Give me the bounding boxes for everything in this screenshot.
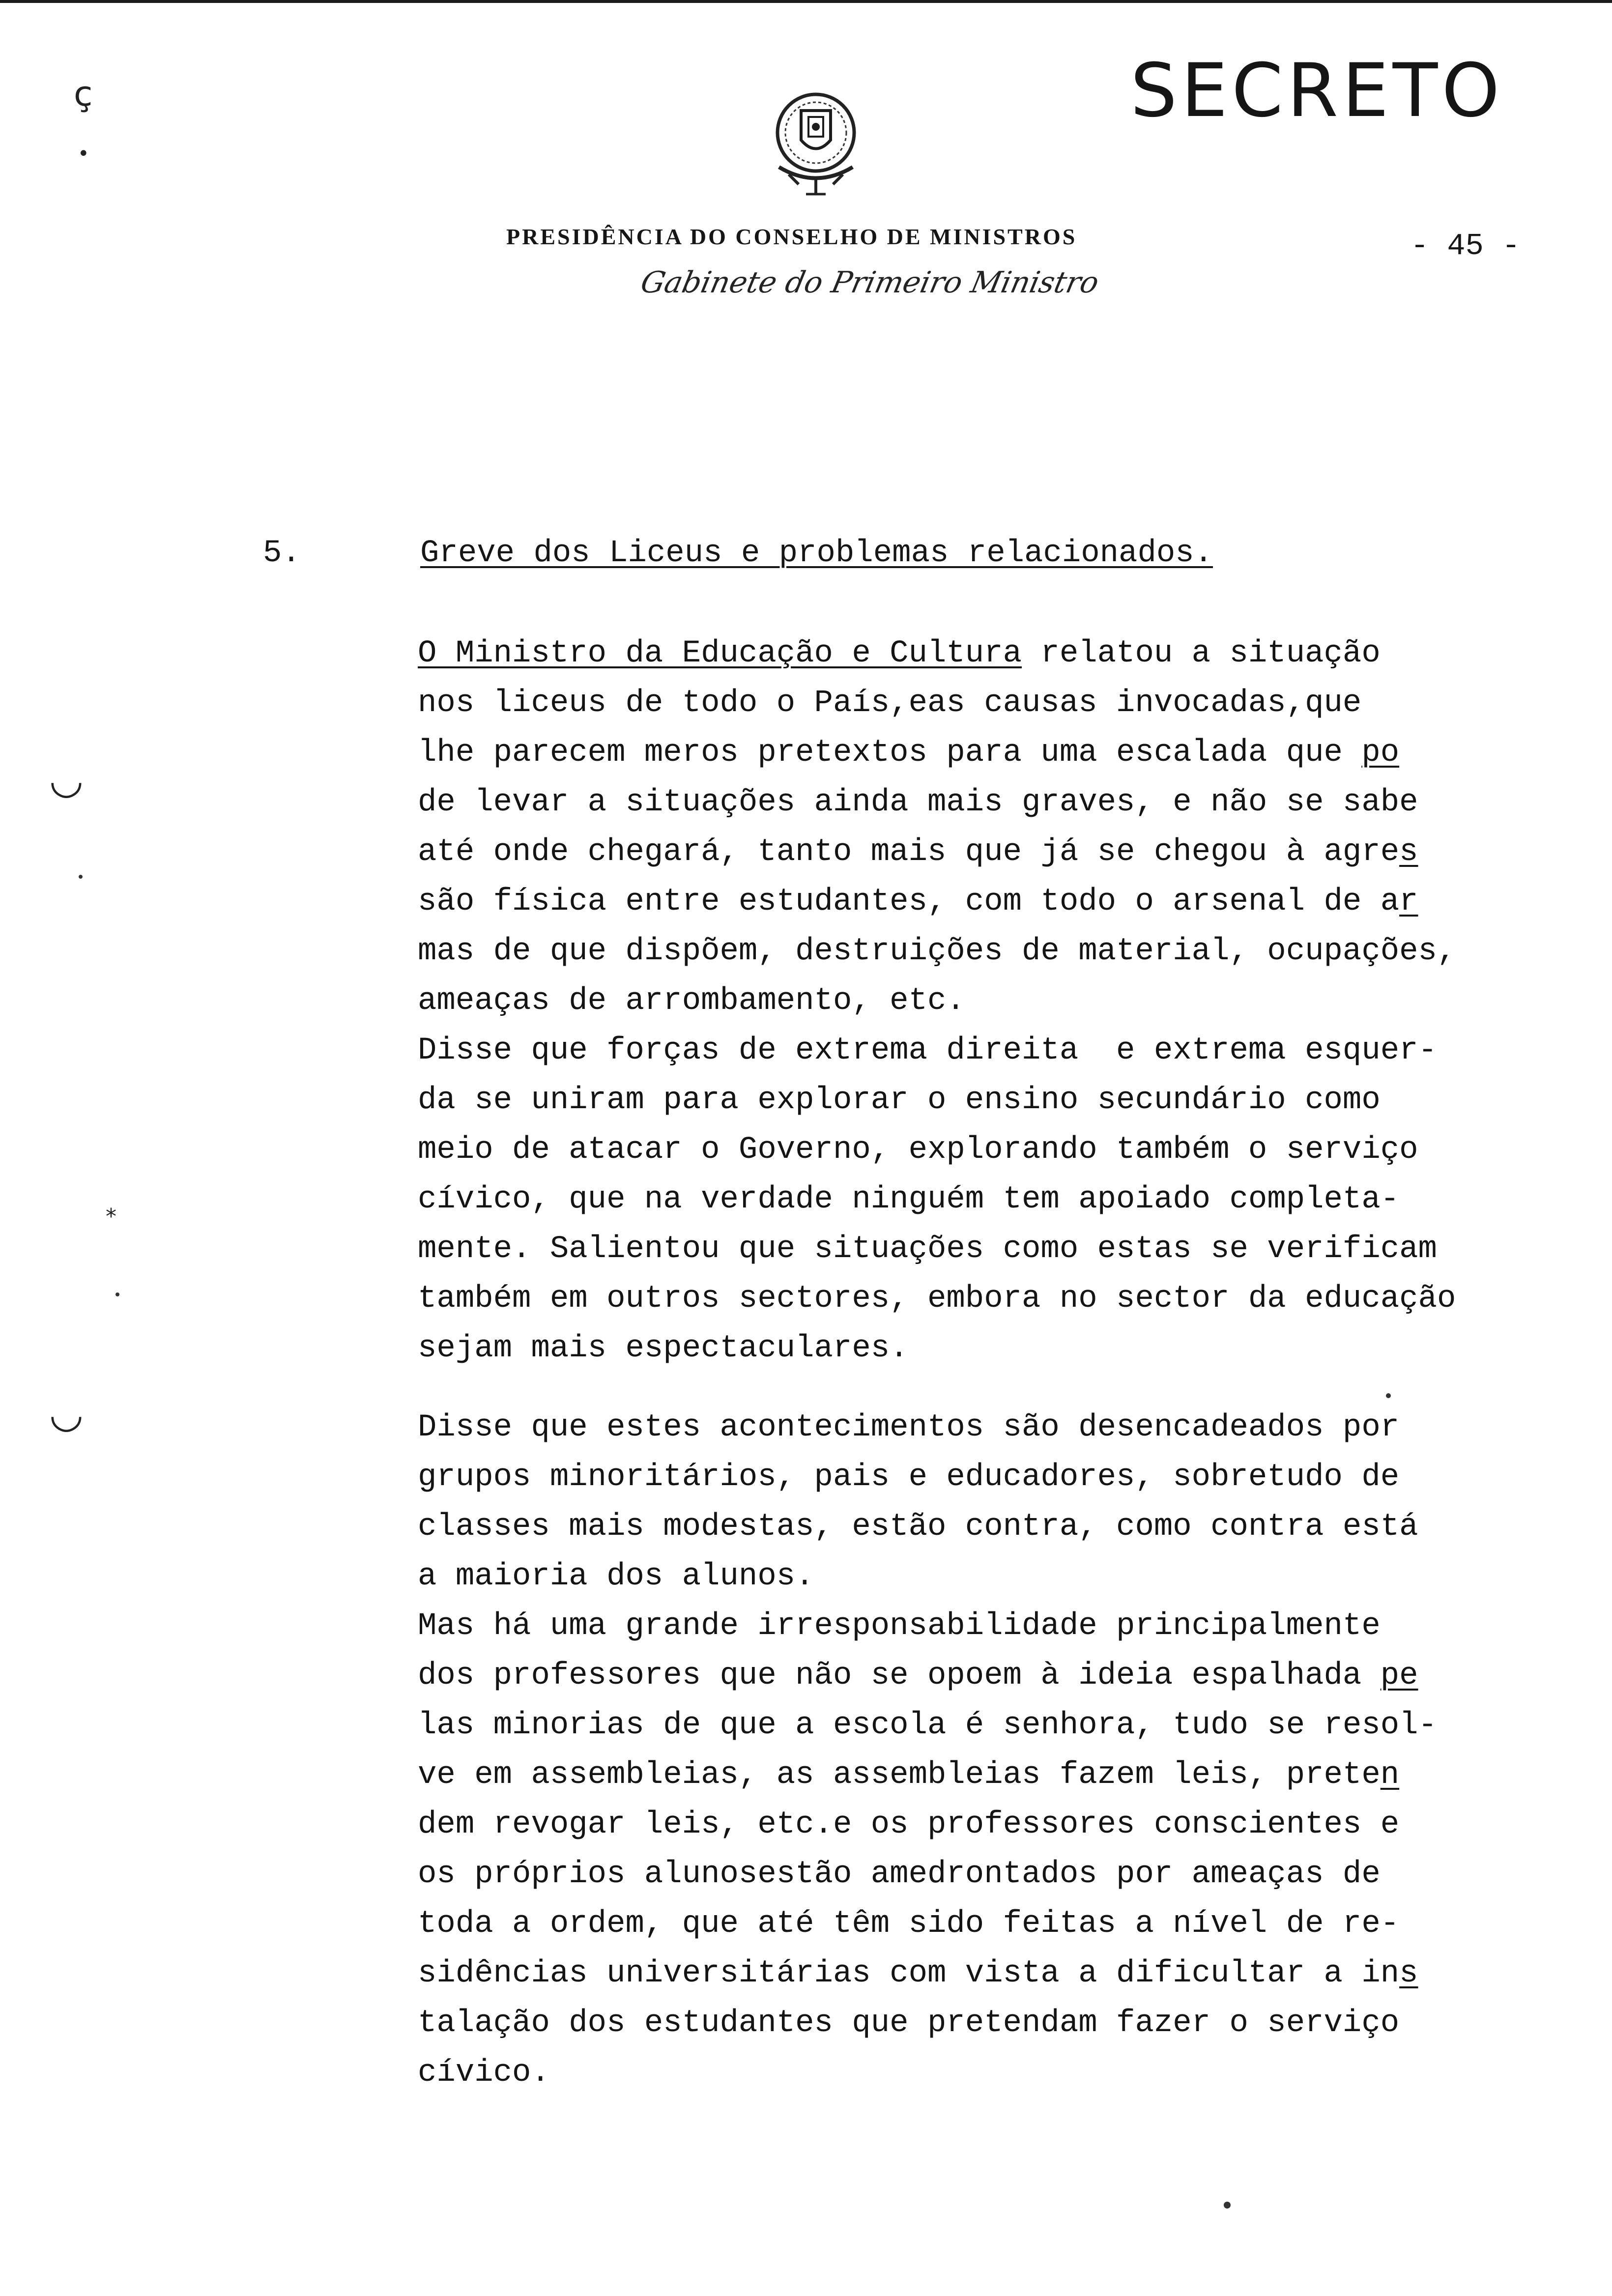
- text-line: [418, 1125, 1538, 1175]
- text-line: [418, 1850, 1538, 1899]
- line-text: da se uniram para explorar o ensino secundário como: [418, 1083, 1381, 1118]
- underlined-text: s: [1399, 1956, 1418, 1991]
- line-text: meio de atacar o Governo, explorando também o serviço: [418, 1132, 1418, 1168]
- text-line: [418, 828, 1538, 877]
- underlined-text: pe: [1380, 1658, 1418, 1693]
- scan-dot: [1224, 2202, 1231, 2209]
- text-line: [418, 1403, 1538, 1453]
- underlined-text: s: [1399, 834, 1418, 870]
- line-text: mente. Salientou que situações como estas se verificam: [418, 1232, 1437, 1267]
- text-line: [418, 1651, 1538, 1701]
- text-line: [418, 1999, 1538, 2048]
- line-text: os próprios alunosestão amedrontados por ameaças de: [418, 1857, 1381, 1892]
- line-text: grupos minoritários, pais e educadores, sobretudo de: [418, 1460, 1400, 1495]
- line-text: ve em assembleias, as assembleias fazem leis, prete: [418, 1757, 1381, 1793]
- line-text: classes mais modestas, estão contra, como contra está: [418, 1509, 1418, 1545]
- line-text: cívico, que na verdade ninguém tem apoiado completa-: [418, 1182, 1400, 1217]
- text-line: [418, 1026, 1538, 1076]
- text-line: [418, 1502, 1538, 1552]
- text-line: [418, 1800, 1538, 1850]
- line-text: sidências universitárias com vista a dificultar a in: [418, 1956, 1400, 1991]
- line-text: nos liceus de todo o País,eas causas invocadas,que: [418, 686, 1362, 721]
- line-text: dem revogar leis, etc.e os professores conscientes e: [418, 1807, 1400, 1842]
- text-line: [418, 1324, 1538, 1374]
- text-line: [418, 1751, 1538, 1800]
- line-text: mas de que dispõem, destruições de material, ocupações,: [418, 934, 1456, 969]
- text-line: [418, 1453, 1538, 1502]
- paragraph-1: [418, 629, 1538, 1374]
- line-text: também em outros sectores, embora no sector da educação: [418, 1281, 1456, 1317]
- section-title: Greve dos Liceus e problemas relacionados.: [420, 536, 1213, 571]
- scan-dot: [79, 875, 83, 879]
- coat-of-arms-emblem: [759, 84, 872, 201]
- margin-mark: ◡: [49, 1391, 84, 1436]
- line-text: talação dos estudantes que pretendam fazer o serviço: [418, 2006, 1400, 2041]
- line-text: sejam mais espectaculares.: [418, 1331, 909, 1366]
- text-line: [418, 976, 1538, 1026]
- classification-stamp: SECRETO: [1130, 48, 1504, 134]
- line-text: Disse que estes acontecimentos são desencadeados por: [418, 1410, 1400, 1445]
- text-line: [418, 778, 1538, 828]
- line-text: cívico.: [418, 2055, 550, 2091]
- text-line: [418, 679, 1538, 728]
- line-text: de levar a situações ainda mais graves, e não se sabe: [418, 785, 1418, 820]
- text-line: [418, 1175, 1538, 1225]
- scan-dot: [1386, 1393, 1391, 1398]
- margin-mark: *: [106, 1204, 116, 1229]
- institution-header: PRESIDÊNCIA DO CONSELHO DE MINISTROS: [506, 224, 1077, 249]
- text-line: [418, 1602, 1538, 1651]
- line-text: são física entre estudantes, com todo o arsenal de a: [418, 884, 1400, 919]
- underlined-text: O Ministro da Educação e Cultura: [418, 636, 1022, 671]
- line-text: las minorias de que a escola é senhora, tudo se resol-: [418, 1708, 1437, 1743]
- line-text: até onde chegará, tanto mais que já se chegou à agre: [418, 834, 1400, 870]
- text-line: [418, 1274, 1538, 1324]
- cabinet-subtitle: Gabinete do Primeiro Ministro: [637, 265, 1102, 300]
- text-line: [418, 2048, 1538, 2098]
- text-line: [418, 1949, 1538, 1999]
- top-edge-rule: [0, 0, 1612, 3]
- page-number: - 45 -: [1410, 229, 1521, 263]
- text-line: [418, 1899, 1538, 1949]
- text-line: [418, 927, 1538, 976]
- underlined-text: n: [1380, 1757, 1400, 1793]
- text-line: [418, 1076, 1538, 1125]
- line-text: toda a ordem, que até têm sido feitas a nível de re-: [418, 1906, 1400, 1942]
- paragraph-2: [418, 1403, 1538, 2098]
- section-number: 5.: [263, 536, 301, 571]
- line-text: ameaças de arrombamento, etc.: [418, 983, 965, 1019]
- text-line: [418, 728, 1538, 778]
- text-line: [418, 1225, 1538, 1274]
- text-line: [418, 629, 1538, 679]
- text-line: [418, 1552, 1538, 1602]
- line-text: lhe parecem meros pretextos para uma escalada que: [418, 735, 1362, 771]
- margin-mark: •: [78, 143, 89, 165]
- margin-mark: ç: [74, 74, 93, 114]
- underlined-text: po: [1361, 735, 1400, 771]
- line-text: Disse que forças de extrema direita e extrema esquer-: [418, 1033, 1437, 1068]
- margin-mark: ◡: [49, 757, 84, 803]
- underlined-text: r: [1399, 884, 1418, 919]
- line-text: relatou a situação: [1022, 636, 1381, 671]
- scan-dot: [115, 1292, 119, 1296]
- text-line: [418, 877, 1538, 927]
- text-line: [418, 1701, 1538, 1751]
- line-text: dos professores que não se opoem à ideia espalhada: [418, 1658, 1381, 1693]
- line-text: a maioria dos alunos.: [418, 1559, 814, 1594]
- line-text: Mas há uma grande irresponsabilidade principalmente: [418, 1608, 1381, 1644]
